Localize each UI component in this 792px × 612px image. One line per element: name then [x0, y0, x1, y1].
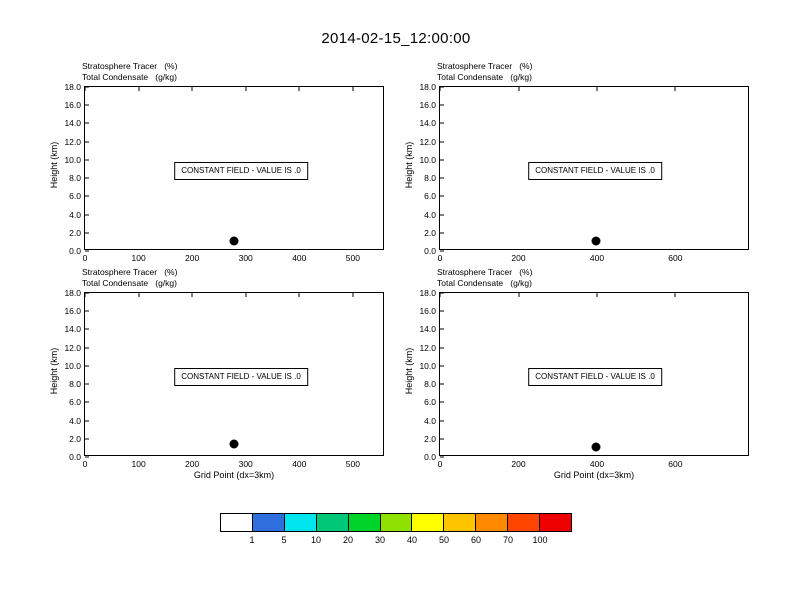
x-tick-mark	[518, 293, 519, 297]
y-tick-label: 10.0	[64, 154, 81, 165]
x-tick-mark	[85, 87, 86, 91]
y-tick-label: 2.0	[69, 433, 81, 444]
y-tick-label: 6.0	[69, 191, 81, 202]
colorbar-swatch	[349, 514, 381, 531]
y-tick-mark	[440, 329, 444, 330]
panel-header-line1: Stratosphere Tracer (%)	[437, 61, 533, 71]
x-tick-label: 500	[345, 253, 360, 263]
colorbar-labels	[220, 535, 572, 549]
plot-area-top-left[interactable]	[64, 82, 384, 263]
constant-field-note: CONSTANT FIELD - VALUE IS .0	[528, 368, 662, 386]
y-tick-label: 18.0	[419, 82, 436, 92]
colorbar-label: 40	[406, 535, 418, 545]
y-axis-label-bottom-right: Height (km)	[404, 347, 414, 395]
y-tick-label: 4.0	[69, 209, 81, 220]
panel-header-bottom-right	[437, 267, 532, 288]
y-tick-mark	[85, 123, 89, 124]
y-axis-label-top-left: Height (km)	[49, 141, 59, 189]
x-tick-label: 600	[668, 459, 683, 469]
y-tick-mark	[85, 232, 89, 233]
colorbar-swatch	[476, 514, 508, 531]
x-tick-label: 400	[292, 459, 307, 469]
x-tick-label: 400	[589, 459, 605, 469]
y-tick-mark	[440, 87, 444, 88]
x-tick-label: 600	[668, 253, 683, 263]
panel-header-line2: Total Condensate (g/kg)	[82, 71, 177, 82]
y-axis-label-top-right: Height (km)	[404, 141, 414, 189]
x-tick-mark	[138, 87, 139, 91]
constant-field-note: CONSTANT FIELD - VALUE IS .0	[528, 162, 662, 180]
y-tick-mark	[440, 438, 444, 439]
x-tick-label: 0	[437, 253, 443, 263]
y-axis-label-bottom-left: Height (km)	[49, 347, 59, 395]
y-tick-label: 6.0	[424, 191, 436, 202]
colorbar-swatch	[317, 514, 349, 531]
colorbar-swatch	[253, 514, 285, 531]
y-tick-label: 12.0	[64, 342, 81, 353]
y-tick-label: 10.0	[419, 360, 436, 371]
colorbar-label: 70	[502, 535, 514, 545]
page-title: 2014-02-15_12:00:00	[321, 30, 471, 47]
y-tick-mark	[440, 105, 444, 106]
x-tick-mark	[675, 293, 676, 297]
colorbar-swatch	[444, 514, 476, 531]
panel-header-line1: Stratosphere Tracer (%)	[437, 267, 533, 277]
y-tick-mark	[440, 384, 444, 385]
y-tick-label: 12.0	[419, 342, 436, 353]
x-tick-label: 200	[511, 253, 526, 263]
x-tick-mark	[352, 293, 353, 297]
x-axis-label-bottom-right: Grid Point (dx=3km)	[553, 470, 635, 480]
colorbar-label: 1	[249, 535, 255, 545]
y-tick-mark	[440, 293, 444, 294]
y-tick-label: 2.0	[424, 227, 436, 238]
colorbar-label: 50	[438, 535, 450, 545]
y-tick-label: 0.0	[424, 246, 436, 256]
panel-header-top-right	[437, 61, 532, 82]
x-tick-label: 100	[131, 459, 146, 469]
x-tick-label: 0	[82, 459, 88, 469]
y-tick-mark	[85, 87, 89, 88]
panel-header-line1: Stratosphere Tracer (%)	[82, 61, 178, 71]
x-tick-label: 500	[345, 459, 360, 469]
y-tick-label: 6.0	[69, 397, 81, 408]
constant-field-note: CONSTANT FIELD - VALUE IS .0	[174, 368, 308, 386]
y-tick-mark	[85, 384, 89, 385]
x-tick-label: 200	[511, 459, 526, 469]
y-tick-mark	[85, 178, 89, 179]
y-tick-mark	[440, 402, 444, 403]
y-tick-mark	[85, 420, 89, 421]
y-tick-mark	[85, 196, 89, 197]
y-tick-label: 0.0	[424, 452, 436, 462]
y-tick-label: 14.0	[64, 118, 81, 129]
y-tick-label: 2.0	[424, 433, 436, 444]
colorbar-swatch	[381, 514, 413, 531]
y-tick-label: 8.0	[69, 379, 81, 390]
y-tick-label: 18.0	[419, 288, 436, 298]
x-tick-mark	[518, 87, 519, 91]
y-tick-mark	[85, 311, 89, 312]
colorbar-swatch	[508, 514, 540, 531]
x-tick-mark	[597, 87, 598, 91]
y-tick-label: 4.0	[69, 415, 81, 426]
y-tick-mark	[440, 420, 444, 421]
x-tick-mark	[138, 293, 139, 297]
x-tick-mark	[352, 87, 353, 91]
y-tick-label: 14.0	[419, 118, 436, 129]
y-tick-mark	[440, 196, 444, 197]
colorbar-label: 10	[310, 535, 322, 545]
y-tick-mark	[440, 311, 444, 312]
x-tick-label: 200	[185, 459, 200, 469]
y-tick-label: 8.0	[424, 173, 436, 184]
y-tick-label: 12.0	[419, 136, 436, 147]
y-tick-label: 6.0	[424, 397, 436, 408]
data-marker	[591, 442, 600, 451]
x-tick-label: 300	[238, 459, 253, 469]
y-tick-mark	[440, 251, 444, 252]
y-tick-mark	[85, 329, 89, 330]
y-tick-mark	[440, 141, 444, 142]
y-tick-mark	[85, 159, 89, 160]
y-tick-mark	[85, 214, 89, 215]
plot-area-bottom-left[interactable]	[64, 288, 384, 469]
x-tick-mark	[245, 87, 246, 91]
y-tick-label: 18.0	[64, 82, 81, 92]
y-tick-mark	[440, 178, 444, 179]
data-marker	[591, 236, 600, 245]
panel-header-line2: Total Condensate (g/kg)	[82, 277, 177, 288]
x-tick-mark	[675, 87, 676, 91]
x-tick-mark	[245, 293, 246, 297]
y-tick-mark	[440, 123, 444, 124]
y-tick-label: 18.0	[64, 288, 81, 298]
y-tick-label: 2.0	[69, 227, 81, 238]
x-axis-label-bottom-left: Grid Point (dx=3km)	[193, 470, 275, 480]
plot-area-bottom-right[interactable]	[419, 288, 749, 469]
y-tick-label: 8.0	[424, 379, 436, 390]
x-tick-mark	[85, 293, 86, 297]
y-tick-label: 14.0	[64, 324, 81, 335]
y-tick-label: 4.0	[424, 209, 436, 220]
plot-area-top-right[interactable]	[419, 82, 749, 263]
y-tick-label: 0.0	[69, 246, 81, 256]
panel-header-bottom-left	[82, 267, 177, 288]
y-tick-label: 14.0	[419, 324, 436, 335]
x-tick-mark	[440, 293, 441, 297]
y-tick-mark	[85, 402, 89, 403]
y-tick-label: 12.0	[64, 136, 81, 147]
data-marker	[229, 440, 238, 449]
y-tick-mark	[85, 251, 89, 252]
y-tick-label: 16.0	[419, 100, 436, 111]
y-tick-mark	[85, 347, 89, 348]
y-tick-label: 10.0	[419, 154, 436, 165]
colorbar-label: 60	[470, 535, 482, 545]
colorbar-swatch	[221, 514, 253, 531]
y-tick-label: 16.0	[64, 100, 81, 111]
x-tick-label: 100	[131, 253, 146, 263]
y-tick-mark	[85, 365, 89, 366]
colorbar-swatch	[412, 514, 444, 531]
y-tick-mark	[85, 438, 89, 439]
panel-header-top-left	[82, 61, 177, 82]
colorbar-label: 20	[342, 535, 354, 545]
x-tick-label: 300	[238, 253, 253, 263]
data-marker	[229, 236, 238, 245]
y-tick-mark	[440, 214, 444, 215]
y-tick-mark	[440, 365, 444, 366]
y-tick-label: 10.0	[64, 360, 81, 371]
x-tick-label: 0	[82, 253, 88, 263]
colorbar-label: 30	[374, 535, 386, 545]
y-tick-mark	[440, 232, 444, 233]
colorbar-label: 5	[281, 535, 287, 545]
x-tick-mark	[299, 87, 300, 91]
y-tick-mark	[85, 141, 89, 142]
x-tick-label: 400	[292, 253, 307, 263]
colorbar-label: 100	[532, 535, 548, 545]
colorbar-swatch	[540, 514, 571, 531]
y-tick-label: 0.0	[69, 452, 81, 462]
y-tick-mark	[85, 457, 89, 458]
y-tick-mark	[85, 105, 89, 106]
y-tick-label: 16.0	[64, 306, 81, 317]
y-tick-label: 4.0	[424, 415, 436, 426]
y-tick-label: 8.0	[69, 173, 81, 184]
y-tick-mark	[440, 457, 444, 458]
x-tick-label: 400	[589, 253, 605, 263]
y-tick-mark	[85, 293, 89, 294]
y-tick-mark	[440, 347, 444, 348]
colorbar-swatch	[285, 514, 317, 531]
constant-field-note: CONSTANT FIELD - VALUE IS .0	[174, 162, 308, 180]
y-tick-mark	[440, 159, 444, 160]
colorbar	[220, 513, 572, 532]
x-tick-mark	[192, 293, 193, 297]
x-tick-mark	[597, 293, 598, 297]
x-tick-label: 200	[185, 253, 200, 263]
x-tick-label: 0	[437, 459, 443, 469]
panel-header-line2: Total Condensate (g/kg)	[437, 71, 532, 82]
x-tick-mark	[440, 87, 441, 91]
panel-header-line1: Stratosphere Tracer (%)	[82, 267, 178, 277]
x-tick-mark	[299, 293, 300, 297]
x-tick-mark	[192, 87, 193, 91]
y-tick-label: 16.0	[419, 306, 436, 317]
panel-header-line2: Total Condensate (g/kg)	[437, 277, 532, 288]
